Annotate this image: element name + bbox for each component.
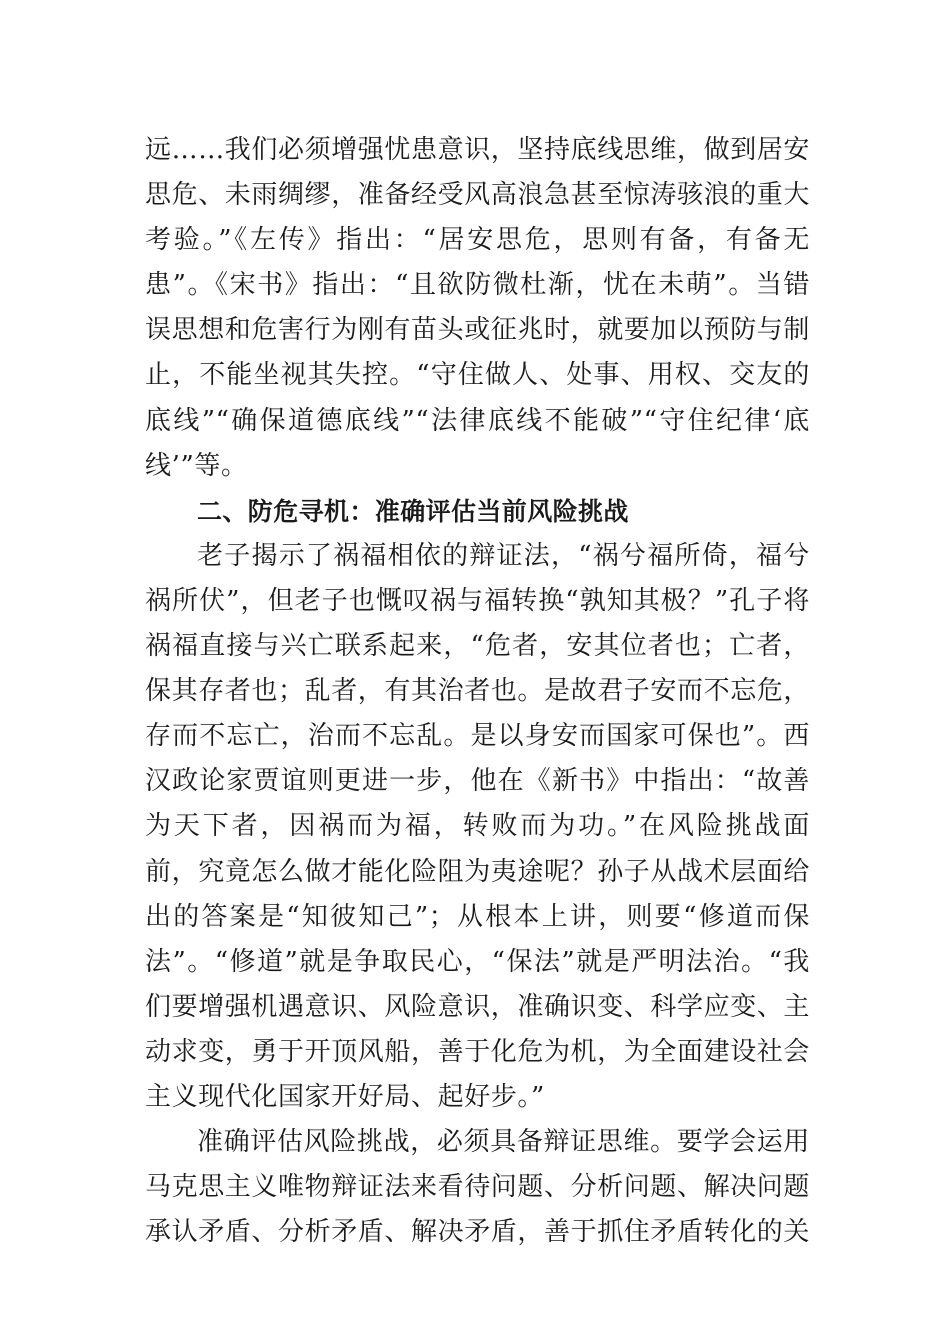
- paragraph-continuation: 远……我们必须增强忧患意识，坚持底线思维，做到居安思危、未雨绸缪，准备经受风高浪急甚至惊涛骇浪的重大考验。”《左传》指出：“居安思危，思则有备，有备无患”。《宋书》指出：“且欲防微杜渐，忧在未萌”。当错误思想和危害行为刚有苗头或征兆时，就要加以预防与制止，不能坐视其失控。“守住做人、处事、用权、交友的底线”“确保道德底线”“法律底线不能破”“守住纪律‘底线’”等。: [145, 135, 811, 481]
- paragraph-laozi: 老子揭示了祸福相依的辩证法，“祸兮福所倚，福兮祸所伏”，但老子也慨叹祸与福转换“孰知其极？”孔子将祸福直接与兴亡联系起来，“危者，安其位者也；亡者，保其存者也；乱者，有其治者也。是故君子安而不忘危，存而不忘亡，治而不忘乱。是以身安而国家可保也”。西汉政论家贾谊则更进一步，他在《新书》中指出：“故善为天下者，因祸而为福，转败而为功。”在风险挑战面前，究竟怎么做才能化险阻为夷途呢？孙子从战术层面给出的答案是“知彼知己”；从根本上讲，则要“修道而保法”。“修道”就是争取民心，“保法”就是严明法治。“我们要增强机遇意识、风险意识，准确识变、科学应变、主动求变，勇于开顶风船，善于化危为机，为全面建设社会主义现代化国家开好局、起好步。”: [145, 540, 811, 1112]
- section-heading: 二、防危寻机：准确评估当前风险挑战: [197, 496, 629, 526]
- paragraph-dialectical-thinking: 准确评估风险挑战，必须具备辩证思维。要学会运用马克思主义唯物辩证法来看待问题、分析问题、解决问题承认矛盾、分析矛盾、解决矛盾，善于抓住矛盾转化的关: [145, 1127, 811, 1248]
- document-body: [145, 128, 810, 1255]
